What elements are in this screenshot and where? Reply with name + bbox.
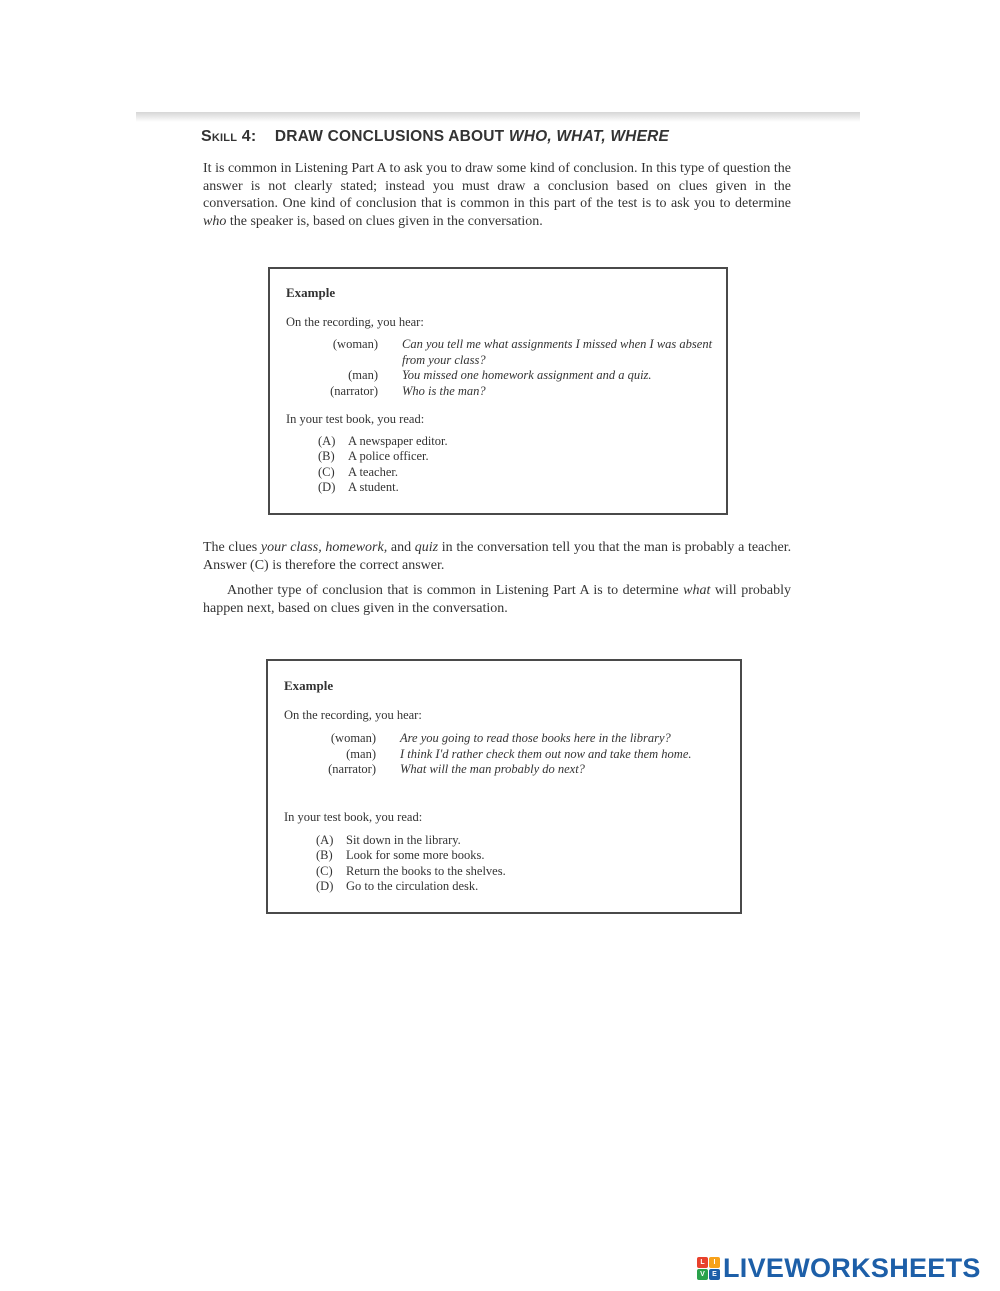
choice-item	[316, 864, 506, 879]
recording-label: On the recording, you hear:	[286, 315, 424, 329]
example-box-2	[266, 659, 742, 914]
logo-mark-icon	[697, 1257, 720, 1280]
scan-edge	[136, 112, 860, 122]
example-box-1	[268, 267, 728, 515]
logo-text: LIVEWORKSHEETS	[723, 1253, 981, 1283]
choice-letter: (A)	[316, 833, 334, 847]
utterance: You missed one homework assignment and a quiz.	[402, 368, 652, 382]
explanation-paragraph	[203, 539, 791, 574]
clue-quiz: quiz	[414, 540, 439, 555]
choice-item	[318, 434, 448, 449]
explanation-and: and	[390, 540, 412, 555]
intro-paragraph	[203, 160, 791, 230]
another-em: what	[683, 583, 711, 598]
utterance: Are you going to read those books here in the library?	[400, 731, 671, 745]
skill-heading	[201, 128, 669, 146]
choice-text: Sit down in the library.	[346, 833, 461, 847]
liveworksheets-logo[interactable]	[697, 1253, 981, 1284]
intro-text-2: the speaker is, based on clues given in the conversation.	[229, 213, 543, 229]
choice-text: A teacher.	[348, 464, 398, 479]
clue-your-class: your class,	[260, 540, 322, 555]
clue-homework: homework,	[325, 540, 388, 555]
logo-tile: I	[709, 1257, 720, 1268]
choice-letter: (C)	[316, 863, 333, 878]
choice-item	[316, 833, 506, 848]
another-text-2: will probably happen next, based on clues given in the conversation.	[203, 583, 791, 616]
choice-letter: (B)	[318, 449, 335, 464]
speaker: (narrator)	[328, 762, 376, 776]
test-book-label: In your test book, you read:	[284, 810, 423, 824]
choice-letter: (C)	[318, 464, 335, 479]
choice-letter: (A)	[318, 434, 336, 448]
test-book-label: In your test book, you read:	[286, 412, 425, 426]
logo-tile: L	[697, 1257, 708, 1268]
choice-text: Return the books to the shelves.	[346, 863, 506, 878]
explanation-lead: The clues	[203, 540, 258, 555]
intro-em: who	[203, 213, 227, 229]
utterance: Who is the man?	[402, 383, 486, 398]
choice-text: Look for some more books.	[346, 848, 485, 863]
choice-text: Go to the circulation desk.	[346, 878, 479, 893]
choice-text: A student.	[348, 479, 399, 494]
choice-item	[316, 879, 506, 894]
choice-letter: (B)	[316, 848, 333, 863]
dialog-line	[284, 762, 724, 778]
choice-item	[318, 465, 448, 480]
dialog	[286, 337, 716, 399]
choice-letter: (D)	[316, 878, 334, 893]
dialog-line	[286, 368, 716, 384]
speaker: (man)	[346, 746, 376, 761]
logo-tile: E	[709, 1269, 720, 1280]
utterance: Can you tell me what assignments I missed when I was absent from your class?	[402, 337, 713, 367]
explanation-rest: in the conversation tell you that the man is probably a teacher. Answer (C) is therefore the correct answer.	[203, 540, 792, 573]
utterance: What will the man probably do next?	[400, 762, 585, 776]
dialog-line	[286, 337, 716, 368]
choice-item	[316, 848, 506, 863]
choices-list	[318, 434, 448, 495]
example-title: Example	[286, 285, 336, 300]
another-text-1: Another type of conclusion that is common in Listening Part A is to determine	[227, 583, 679, 598]
speaker: (woman)	[330, 731, 376, 745]
choice-item	[318, 480, 448, 495]
dialog-line	[284, 747, 724, 763]
logo-tile: V	[697, 1269, 708, 1280]
choices-list	[316, 833, 506, 894]
heading-text: DRAW CONCLUSIONS ABOUT	[274, 128, 505, 145]
intro-text-1: It is common in Listening Part A to ask you to draw some kind of conclusion. In this type of question the answer is not clearly stated; instead you must draw a conclusion based on clues given in the conversation. One kind of conclusion that is common in this part of the test is to ask you to determine	[203, 161, 791, 212]
skill-label: Skill 4:	[201, 128, 257, 145]
choice-letter: (D)	[318, 479, 336, 494]
example-title: Example	[284, 678, 334, 693]
another-paragraph	[203, 582, 791, 617]
speaker: (woman)	[332, 337, 378, 351]
heading-italic: WHO, WHAT, WHERE	[508, 128, 670, 145]
speaker: (man)	[348, 368, 378, 382]
choice-item	[318, 449, 448, 464]
utterance: I think I'd rather check them out now and take them home.	[400, 746, 692, 761]
recording-label: On the recording, you hear:	[284, 708, 422, 722]
choice-text: A newspaper editor.	[348, 434, 448, 448]
dialog-line	[284, 731, 724, 747]
dialog	[284, 731, 724, 778]
dialog-line	[286, 384, 716, 400]
speaker: (narrator)	[330, 383, 378, 398]
choice-text: A police officer.	[348, 449, 429, 464]
